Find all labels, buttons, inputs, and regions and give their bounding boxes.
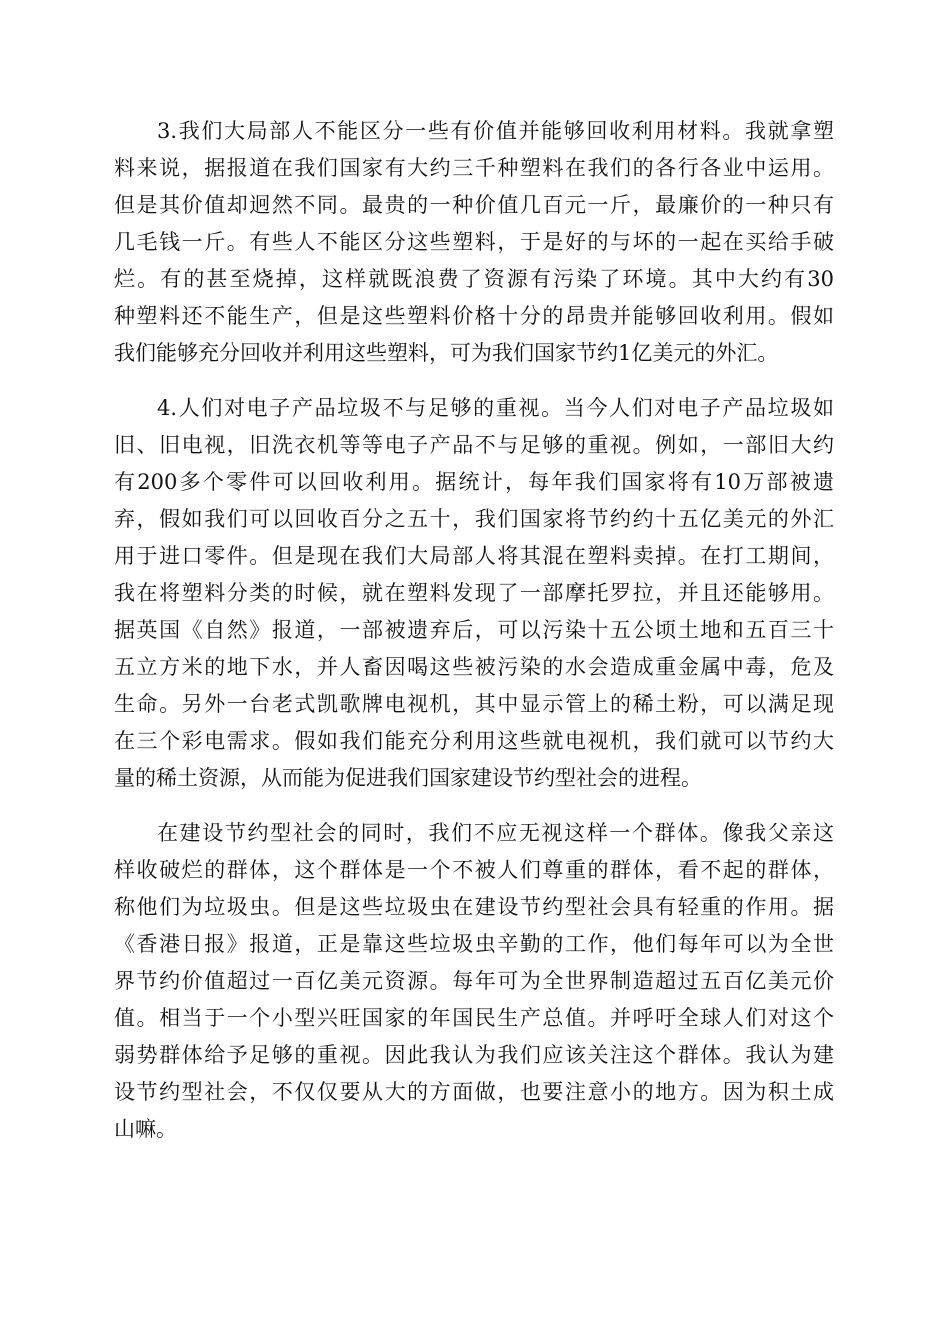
document-body <box>114 113 834 1166</box>
text-line: 称他们为垃圾虫。但是这些垃圾虫在建设节约型社会具有轻重的作用。据 <box>114 895 834 919</box>
text-line: 烂。有的甚至烧掉，这样就既浪费了资源有污染了环境。其中大约有30 <box>114 267 834 291</box>
text-line: 在三个彩电需求。假如我们能充分利用这些就电视机，我们就可以节约大 <box>114 729 834 753</box>
paragraph <box>114 113 834 372</box>
text-line: 量的稀土资源，从而能为促进我们国家建设节约型社会的进程。 <box>114 766 702 790</box>
text-line: 设节约型社会，不仅仅要从大的方面做，也要注意小的地方。因为积土成 <box>114 1080 834 1104</box>
text-line: 在建设节约型社会的同时，我们不应无视这样一个群体。像我父亲这 <box>157 821 834 845</box>
text-line: 我们能够充分回收并利用这些塑料，可为我们国家节约1亿美元的外汇。 <box>114 341 779 365</box>
text-line: 五立方米的地下水，并人畜因喝这些被污染的水会造成重金属中毒，危及 <box>114 655 834 679</box>
text-line: 界节约价值超过一百亿美元资源。每年可为全世界制造超过五百亿美元价 <box>114 969 834 993</box>
paragraph <box>114 390 834 797</box>
text-line: 几毛钱一斤。有些人不能区分这些塑料，于是好的与坏的一起在买给手破 <box>114 230 834 254</box>
paragraph <box>114 815 834 1148</box>
text-line: 我在将塑料分类的时候，就在塑料发现了一部摩托罗拉，并且还能够用。 <box>114 581 834 605</box>
text-line: 旧、旧电视，旧洗衣机等等电子产品不与足够的重视。例如，一部旧大约 <box>114 433 834 457</box>
text-line: 用于进口零件。但是现在我们大局部人将其混在塑料卖掉。在打工期间， <box>114 544 834 568</box>
text-line: 弱势群体给予足够的重视。因此我认为我们应该关注这个群体。我认为建 <box>114 1043 834 1067</box>
text-line: 3.我们大局部人不能区分一些有价值并能够回收利用材料。我就拿塑 <box>157 119 834 143</box>
text-line: 料来说，据报道在我们国家有大约三千种塑料在我们的各行各业中运用。 <box>114 156 834 180</box>
text-line: 山嘛。 <box>114 1117 177 1141</box>
text-line: 值。相当于一个小型兴旺国家的年国民生产总值。并呼吁全球人们对这个 <box>114 1006 834 1030</box>
text-line: 《香港日报》报道，正是靠这些垃圾虫辛勤的工作，他们每年可以为全世 <box>114 932 834 956</box>
text-line: 生命。另外一台老式凯歌牌电视机，其中显示管上的稀土粉，可以满足现 <box>114 692 834 716</box>
text-line: 种塑料还不能生产，但是这些塑料价格十分的昂贵并能够回收利用。假如 <box>114 304 834 328</box>
text-line: 样收破烂的群体，这个群体是一个不被人们尊重的群体，看不起的群体， <box>114 858 834 882</box>
text-line: 有200多个零件可以回收利用。据统计，每年我们国家将有10万部被遗 <box>114 470 834 494</box>
text-line: 4.人们对电子产品垃圾不与足够的重视。当今人们对电子产品垃圾如 <box>157 396 834 420</box>
text-line: 据英国《自然》报道，一部被遗弃后，可以污染十五公顷土地和五百三十 <box>114 618 834 642</box>
text-line: 弃，假如我们可以回收百分之五十，我们国家将节约约十五亿美元的外汇 <box>114 507 834 531</box>
text-line: 但是其价值却迥然不同。最贵的一种价值几百元一斤，最廉价的一种只有 <box>114 193 834 217</box>
